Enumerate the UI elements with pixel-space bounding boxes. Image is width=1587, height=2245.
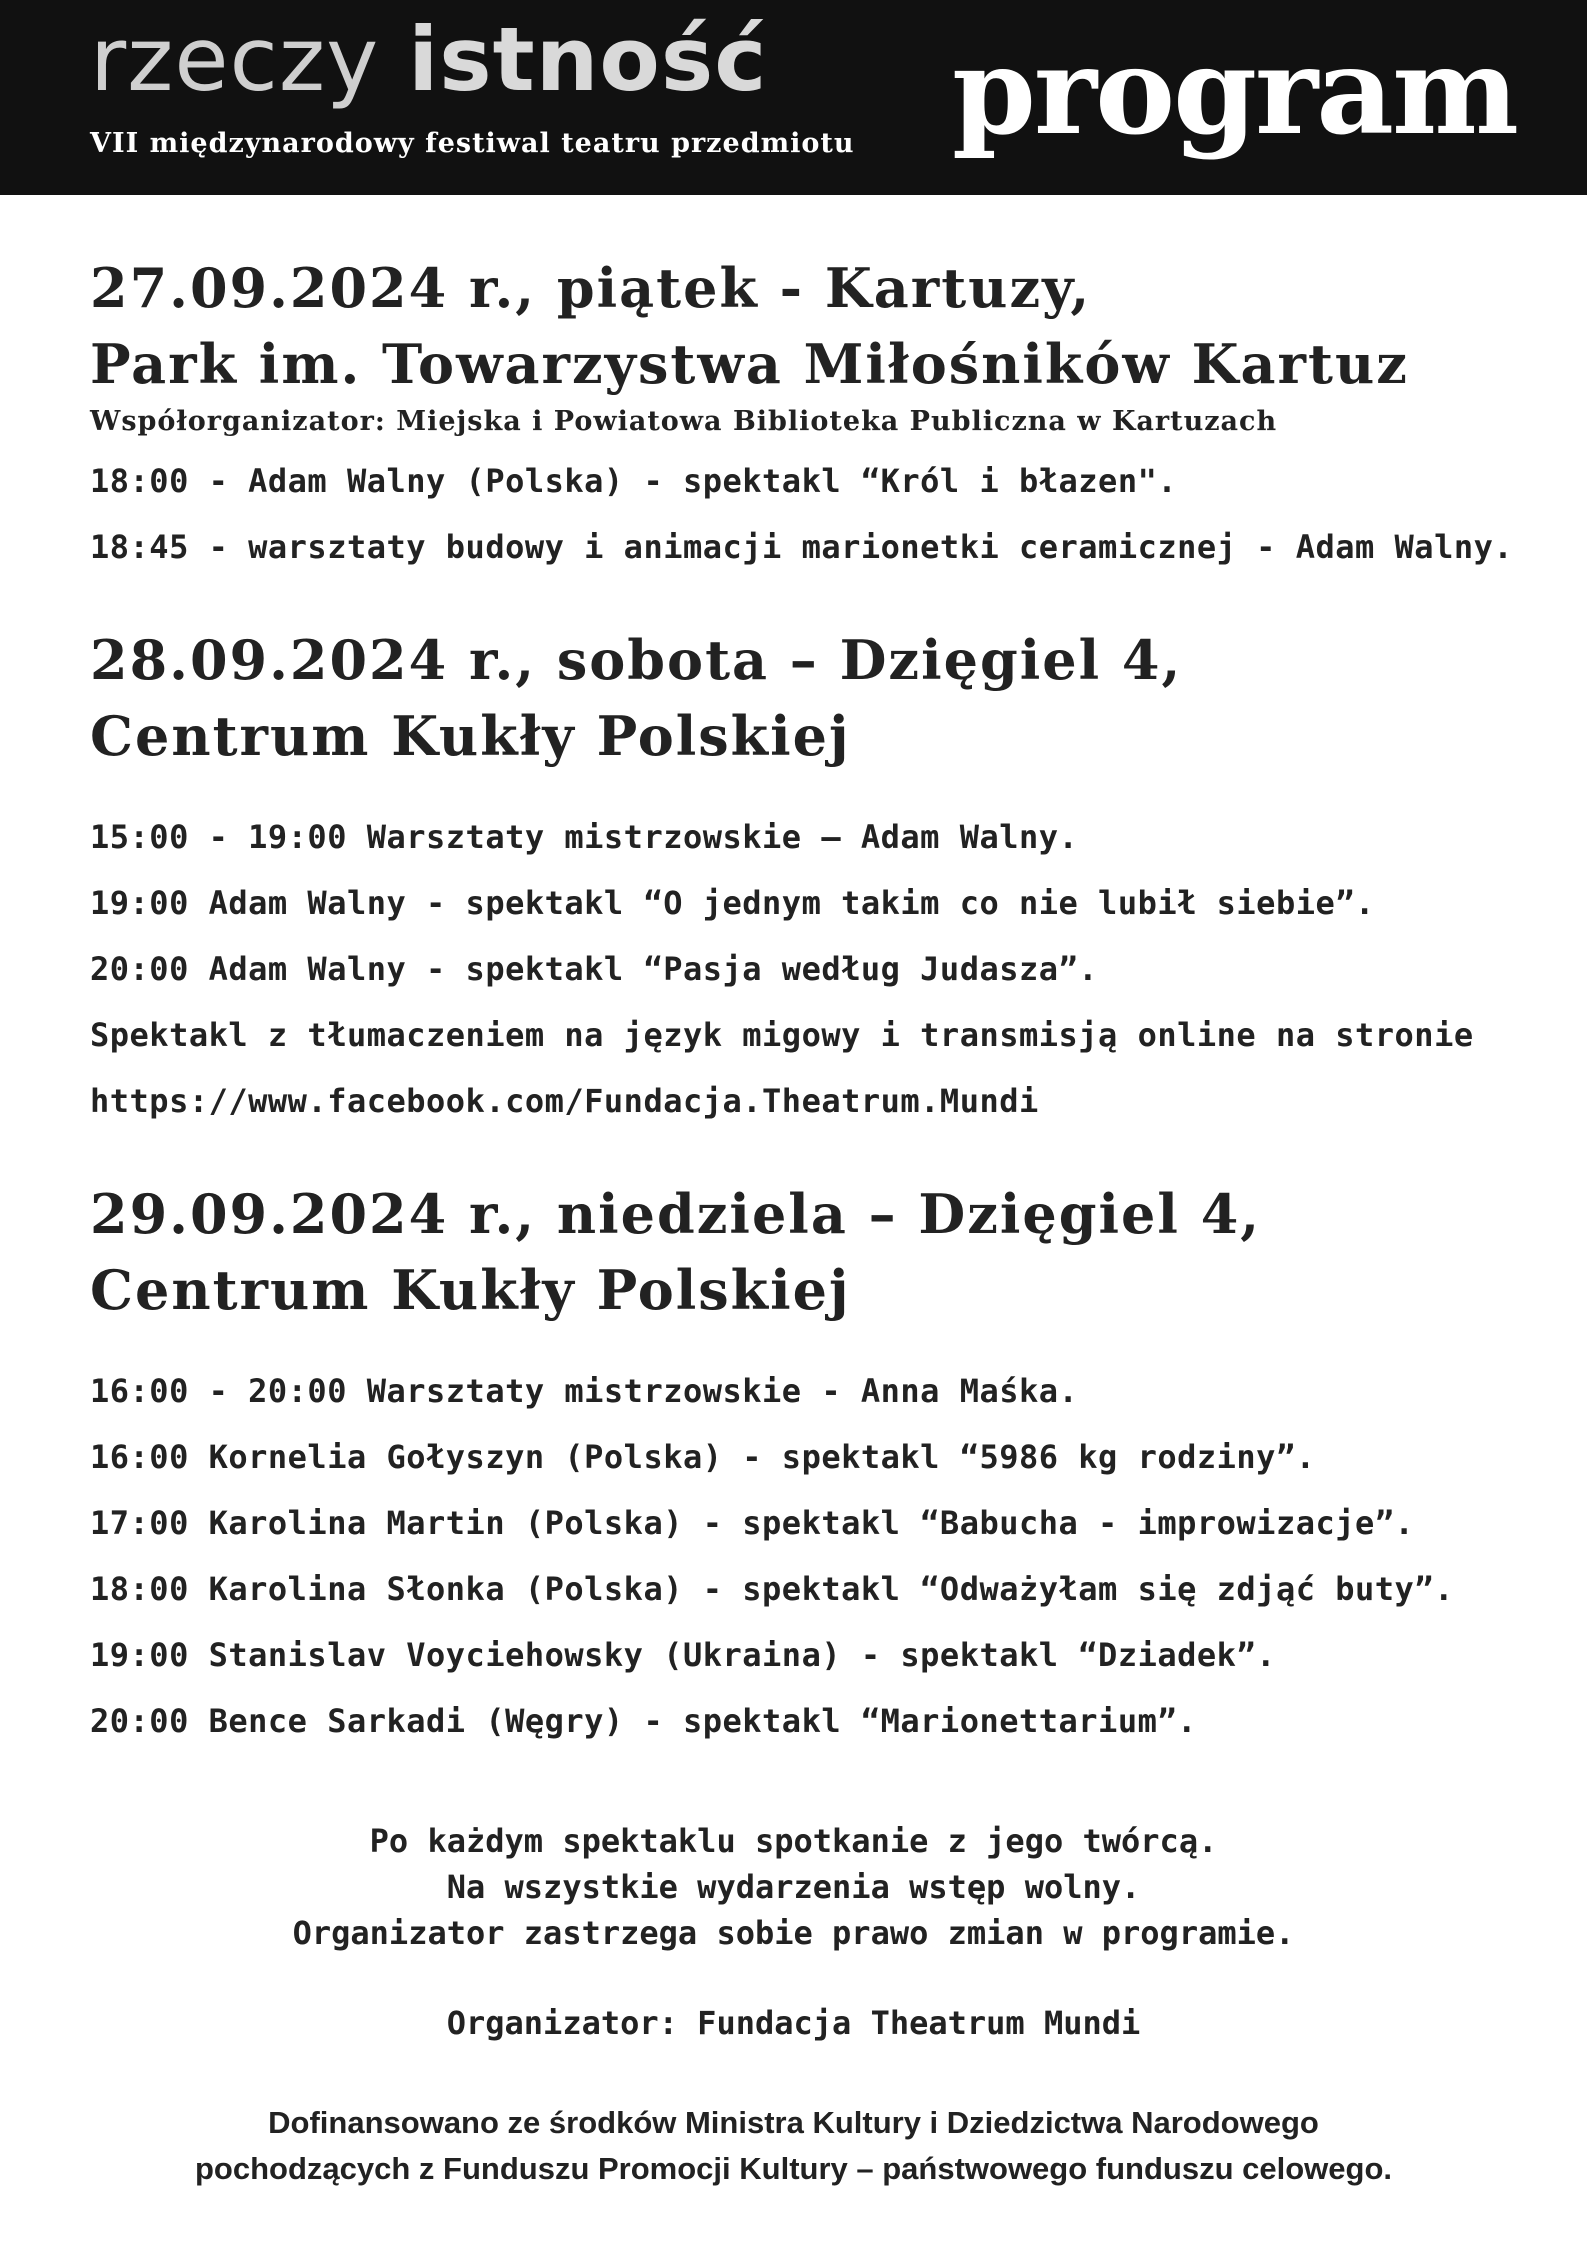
day-heading: 29.09.2024 r., niedziela – Dzięgiel 4, — [90, 1182, 1262, 1246]
funding-line: Dofinansowano ze środków Ministra Kultury i Dziedzictwa Narodowego — [268, 2105, 1319, 2140]
organizer-line: Organizator: Fundacja Theatrum Mundi — [446, 2004, 1141, 2042]
event-line: 16:00 Kornelia Gołyszyn (Polska) - spektakl “5986 kg rodziny”. — [90, 1438, 1316, 1476]
logo-part-2: istność — [408, 8, 768, 111]
day-heading: Centrum Kukły Polskiej — [90, 704, 851, 768]
event-line: 19:00 Stanislav Voyciehowsky (Ukraina) - spektakl “Dziadek”. — [90, 1636, 1276, 1674]
event-line: 20:00 Bence Sarkadi (Węgry) - spektakl “Marionettarium”. — [90, 1702, 1197, 1740]
event-line: 18:45 - warsztaty budowy i animacji marionetki ceramicznej - Adam Walny. — [90, 528, 1514, 566]
notes-block — [0, 1818, 1587, 2046]
note-line: Na wszystkie wydarzenia wstęp wolny. — [446, 1868, 1141, 1906]
event-line: 18:00 Karolina Słonka (Polska) - spektakl “Odważyłam się zdjąć buty”. — [90, 1570, 1454, 1608]
event-line: 15:00 - 19:00 Warsztaty mistrzowskie – Adam Walny. — [90, 818, 1079, 856]
day-heading: 28.09.2024 r., sobota – Dzięgiel 4, — [90, 628, 1183, 692]
header-banner — [0, 0, 1587, 195]
festival-logo — [90, 8, 768, 111]
facebook-link[interactable]: https://www.facebook.com/Fundacja.Theatrum.Mundi — [90, 1082, 1039, 1120]
day-heading: 27.09.2024 r., piątek - Kartuzy, — [90, 256, 1092, 320]
event-line: 19:00 Adam Walny - spektakl “O jednym takim co nie lubił siebie”. — [90, 884, 1375, 922]
schedule — [90, 250, 1550, 1796]
festival-subtitle: VII międzynarodowy festiwal teatru przedmiotu — [90, 128, 855, 159]
coorganizer: Współorganizator: Miejska i Powiatowa Biblioteka Publiczna w Kartuzach — [90, 406, 1278, 437]
event-line: 20:00 Adam Walny - spektakl “Pasja według Judasza”. — [90, 950, 1099, 988]
day-heading: Centrum Kukły Polskiej — [90, 1258, 851, 1322]
day-heading: Park im. Towarzystwa Miłośników Kartuz — [90, 332, 1409, 396]
funding-block — [0, 2100, 1587, 2192]
event-line: 17:00 Karolina Martin (Polska) - spektakl “Babucha - improwizacje”. — [90, 1504, 1415, 1542]
funding-line: pochodzących z Funduszu Promocji Kultury – państwowego funduszu celowego. — [194, 2151, 1393, 2186]
event-line: 18:00 - Adam Walny (Polska) - spektakl “Król i błazen". — [90, 462, 1178, 500]
program-title: program — [951, 21, 1517, 162]
event-line: 16:00 - 20:00 Warsztaty mistrzowskie - Anna Maśka. — [90, 1372, 1079, 1410]
note-line: Po każdym spektaklu spotkanie z jego twórcą. — [369, 1822, 1218, 1860]
logo-part-1: rzeczy — [90, 8, 409, 111]
note-line: Organizator zastrzega sobie prawo zmian w programie. — [292, 1914, 1295, 1952]
day-section-2 — [90, 622, 1550, 1134]
day-section-1 — [90, 250, 1550, 580]
day-section-3 — [90, 1176, 1550, 1754]
event-line: Spektakl z tłumaczeniem na język migowy i transmisją online na stronie — [90, 1016, 1474, 1054]
